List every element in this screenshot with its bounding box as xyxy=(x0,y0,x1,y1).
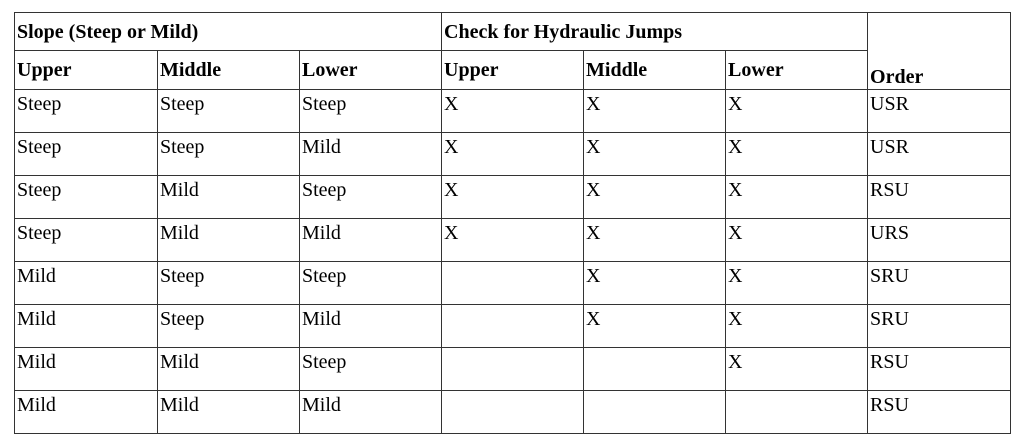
table-row xyxy=(15,391,1011,434)
jump-middle-cell: X xyxy=(584,262,726,305)
order-cell: RSU xyxy=(868,176,1011,219)
jump-upper-header: Upper xyxy=(442,51,584,90)
jump-upper-cell: X xyxy=(442,133,584,176)
slope-middle-header: Middle xyxy=(158,51,300,90)
jump-upper-cell: X xyxy=(442,90,584,133)
jump-lower-cell: X xyxy=(726,90,868,133)
slope-middle-cell: Steep xyxy=(158,133,300,176)
table-row xyxy=(15,348,1011,391)
jump-lower-cell: X xyxy=(726,176,868,219)
table-row xyxy=(15,176,1011,219)
slope-lower-cell: Mild xyxy=(300,391,442,434)
slope-middle-cell: Steep xyxy=(158,262,300,305)
jump-middle-cell: X xyxy=(584,305,726,348)
jump-lower-cell: X xyxy=(726,262,868,305)
order-cell: URS xyxy=(868,219,1011,262)
table-row xyxy=(15,262,1011,305)
slope-lower-cell: Mild xyxy=(300,219,442,262)
order-cell: RSU xyxy=(868,391,1011,434)
jump-middle-cell xyxy=(584,391,726,434)
slope-lower-cell: Mild xyxy=(300,305,442,348)
jump-lower-header: Lower xyxy=(726,51,868,90)
slope-middle-cell: Mild xyxy=(158,348,300,391)
slope-lower-header: Lower xyxy=(300,51,442,90)
jump-lower-cell: X xyxy=(726,219,868,262)
order-cell: SRU xyxy=(868,262,1011,305)
slope-lower-cell: Mild xyxy=(300,133,442,176)
order-cell: USR xyxy=(868,90,1011,133)
table-row xyxy=(15,133,1011,176)
slope-upper-cell: Steep xyxy=(15,133,158,176)
slope-upper-cell: Mild xyxy=(15,262,158,305)
slope-group-header: Slope (Steep or Mild) xyxy=(15,13,442,51)
slope-lower-cell: Steep xyxy=(300,176,442,219)
jumps-group-header: Check for Hydraulic Jumps xyxy=(442,13,868,51)
slope-upper-cell: Steep xyxy=(15,176,158,219)
jump-upper-cell xyxy=(442,262,584,305)
order-header: Order xyxy=(868,13,1011,90)
hydraulic-jump-table xyxy=(14,12,1011,434)
table-row xyxy=(15,305,1011,348)
group-header-row xyxy=(15,13,1011,51)
table-row xyxy=(15,90,1011,133)
slope-upper-cell: Steep xyxy=(15,90,158,133)
jump-upper-cell xyxy=(442,305,584,348)
jump-middle-cell: X xyxy=(584,219,726,262)
slope-lower-cell: Steep xyxy=(300,348,442,391)
jump-lower-cell xyxy=(726,391,868,434)
jump-lower-cell: X xyxy=(726,348,868,391)
slope-middle-cell: Mild xyxy=(158,391,300,434)
slope-lower-cell: Steep xyxy=(300,262,442,305)
jump-lower-cell: X xyxy=(726,305,868,348)
jump-middle-cell: X xyxy=(584,90,726,133)
jump-middle-header: Middle xyxy=(584,51,726,90)
jump-upper-cell: X xyxy=(442,219,584,262)
jump-middle-cell xyxy=(584,348,726,391)
slope-middle-cell: Mild xyxy=(158,219,300,262)
slope-middle-cell: Steep xyxy=(158,305,300,348)
jump-lower-cell: X xyxy=(726,133,868,176)
order-cell: USR xyxy=(868,133,1011,176)
slope-upper-cell: Steep xyxy=(15,219,158,262)
slope-upper-cell: Mild xyxy=(15,391,158,434)
slope-middle-cell: Mild xyxy=(158,176,300,219)
order-cell: SRU xyxy=(868,305,1011,348)
sub-header-row xyxy=(15,51,1011,90)
slope-upper-header: Upper xyxy=(15,51,158,90)
slope-upper-cell: Mild xyxy=(15,305,158,348)
jump-middle-cell: X xyxy=(584,176,726,219)
jump-upper-cell xyxy=(442,391,584,434)
order-cell: RSU xyxy=(868,348,1011,391)
jump-upper-cell xyxy=(442,348,584,391)
table-row xyxy=(15,219,1011,262)
slope-middle-cell: Steep xyxy=(158,90,300,133)
jump-upper-cell: X xyxy=(442,176,584,219)
jump-middle-cell: X xyxy=(584,133,726,176)
slope-upper-cell: Mild xyxy=(15,348,158,391)
slope-lower-cell: Steep xyxy=(300,90,442,133)
